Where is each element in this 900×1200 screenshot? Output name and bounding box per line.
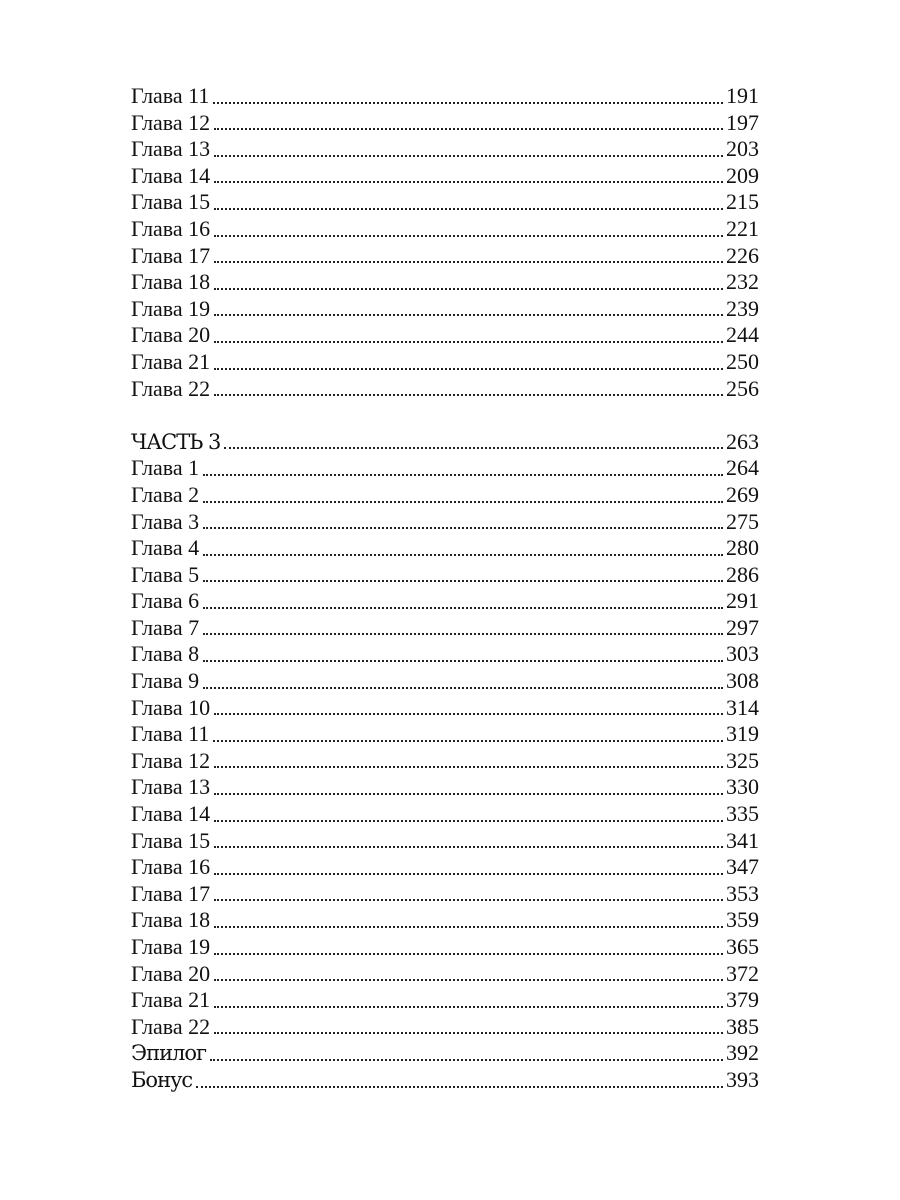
toc-entry[interactable] — [131, 296, 759, 323]
toc-entry-title: Глава 14 — [131, 162, 211, 188]
dot-leader — [214, 819, 723, 822]
dot-leader — [214, 313, 723, 316]
toc-entry[interactable] — [131, 1014, 759, 1041]
toc-entry[interactable] — [131, 322, 759, 349]
dot-leader — [203, 632, 723, 635]
dot-leader — [214, 234, 723, 237]
toc-entry[interactable] — [131, 562, 759, 589]
toc-entry[interactable] — [131, 455, 759, 482]
toc-entry-title: Глава 2 — [131, 481, 200, 507]
toc-entry[interactable] — [131, 376, 759, 403]
toc-entry-page-number: 385 — [726, 1013, 759, 1039]
toc-entry[interactable] — [131, 987, 759, 1014]
dot-leader — [210, 1058, 723, 1061]
toc-entry[interactable] — [131, 216, 759, 243]
toc-entry-title: Глава 17 — [131, 880, 211, 906]
dot-leader — [203, 473, 723, 476]
toc-entry[interactable] — [131, 1067, 759, 1094]
toc-entry-page-number: 263 — [726, 428, 759, 454]
toc-entry[interactable] — [131, 429, 759, 456]
toc-entry-page-number: 372 — [726, 960, 759, 986]
dot-leader — [214, 765, 723, 768]
dot-leader — [213, 739, 723, 742]
toc-entry-title: Глава 22 — [131, 375, 211, 401]
toc-entry[interactable] — [131, 136, 759, 163]
toc-entry-title: Бонус — [131, 1067, 193, 1092]
toc-entry[interactable] — [131, 828, 759, 855]
dot-leader — [203, 526, 723, 529]
toc-entry[interactable] — [131, 243, 759, 270]
toc-entry[interactable] — [131, 349, 759, 376]
toc-entry[interactable] — [131, 641, 759, 668]
toc-entry[interactable] — [131, 907, 759, 934]
toc-entry[interactable] — [131, 721, 759, 748]
toc-entry[interactable] — [131, 482, 759, 509]
toc-entry-page-number: 379 — [726, 987, 759, 1013]
dot-leader — [224, 446, 723, 449]
toc-entry-title: Глава 11 — [131, 83, 210, 108]
toc-entry-title: Глава 6 — [131, 588, 200, 614]
dot-leader — [196, 1085, 723, 1088]
toc-entry[interactable] — [131, 695, 759, 722]
dot-leader — [214, 340, 723, 343]
toc-section — [131, 83, 759, 402]
toc-entry-page-number: 297 — [726, 614, 759, 640]
toc-entry-page-number: 226 — [726, 242, 759, 268]
toc-entry-page-number: 197 — [726, 109, 759, 135]
toc-entry-title: Глава 20 — [131, 960, 211, 986]
toc-entry-page-number: 221 — [726, 215, 759, 241]
dot-leader — [214, 180, 723, 183]
toc-entry[interactable] — [131, 83, 759, 110]
toc-entry-page-number: 215 — [726, 189, 759, 215]
toc-entry-page-number: 347 — [726, 854, 759, 880]
dot-leader — [214, 925, 723, 928]
toc-entry[interactable] — [131, 854, 759, 881]
toc-entry-title: Эпилог — [131, 1041, 207, 1066]
dot-leader — [214, 154, 723, 157]
toc-entry[interactable] — [131, 163, 759, 190]
toc-entry-page-number: 319 — [726, 721, 759, 747]
toc-entry-title: Глава 15 — [131, 189, 211, 215]
toc-entry[interactable] — [131, 668, 759, 695]
toc-entry-page-number: 191 — [726, 83, 759, 108]
toc-entry-title: Глава 8 — [131, 641, 200, 667]
dot-leader — [214, 952, 723, 955]
toc-entry-title: Глава 4 — [131, 535, 200, 561]
dot-leader — [214, 792, 723, 795]
dot-leader — [203, 659, 723, 662]
toc-entry[interactable] — [131, 509, 759, 536]
toc-entry[interactable] — [131, 1040, 759, 1067]
toc-entry-page-number: 203 — [726, 136, 759, 162]
toc-entry-page-number: 325 — [726, 747, 759, 773]
toc-entry-page-number: 365 — [726, 934, 759, 959]
toc-entry[interactable] — [131, 535, 759, 562]
toc-entry-title: Глава 21 — [131, 987, 211, 1013]
toc-entry[interactable] — [131, 748, 759, 775]
dot-leader — [203, 553, 723, 556]
toc-entry-title: Глава 3 — [131, 508, 200, 534]
toc-entry[interactable] — [131, 110, 759, 137]
toc-entry-page-number: 239 — [726, 295, 759, 321]
toc-entry-page-number: 335 — [726, 801, 759, 827]
dot-leader — [214, 1005, 723, 1008]
toc-entry-title: Глава 12 — [131, 109, 211, 135]
dot-leader — [214, 1031, 723, 1034]
toc-entry-title: Глава 10 — [131, 694, 211, 720]
toc-entry[interactable] — [131, 961, 759, 988]
dot-leader — [214, 978, 723, 981]
toc-entry-title: Глава 11 — [131, 721, 210, 747]
toc-entry-page-number: 280 — [726, 535, 759, 561]
dot-leader — [214, 872, 723, 875]
toc-entry-page-number: 209 — [726, 162, 759, 188]
toc-entry-title: Глава 13 — [131, 774, 211, 800]
toc-entry-title: Глава 21 — [131, 348, 211, 374]
toc-entry-page-number: 330 — [726, 774, 759, 800]
toc-entry-page-number: 314 — [726, 694, 759, 720]
toc-entry-page-number: 392 — [726, 1040, 759, 1066]
dot-leader — [203, 606, 723, 609]
toc-entry[interactable] — [131, 615, 759, 642]
toc-entry-title: Глава 1 — [131, 455, 200, 481]
toc-entry-page-number: 256 — [726, 375, 759, 401]
toc-entry-page-number: 286 — [726, 561, 759, 587]
toc-section — [131, 429, 759, 1094]
toc-entry[interactable] — [131, 801, 759, 828]
toc-entry-title: Глава 9 — [131, 668, 200, 694]
toc-entry-page-number: 250 — [726, 348, 759, 374]
dot-leader — [214, 712, 723, 715]
dot-leader — [203, 579, 723, 582]
toc-entry-page-number: 232 — [726, 269, 759, 295]
toc-entry[interactable] — [131, 588, 759, 615]
toc-entry-page-number: 264 — [726, 455, 759, 481]
dot-leader — [214, 127, 723, 130]
dot-leader — [203, 500, 723, 503]
toc-entry-page-number: 393 — [726, 1066, 759, 1092]
toc-entry-page-number: 359 — [726, 907, 759, 933]
toc-entry-title: Глава 16 — [131, 215, 211, 241]
toc-entry[interactable] — [131, 934, 759, 961]
toc-entry[interactable] — [131, 774, 759, 801]
dot-leader — [214, 367, 723, 370]
toc-entry-title: Глава 12 — [131, 747, 211, 773]
toc-entry[interactable] — [131, 269, 759, 296]
dot-leader — [214, 207, 723, 210]
toc-entry-title: ЧАСТЬ 3 — [131, 429, 221, 454]
toc-entry-title: Глава 7 — [131, 614, 200, 640]
toc-entry[interactable] — [131, 881, 759, 908]
dot-leader — [214, 845, 723, 848]
toc-entry-title: Глава 20 — [131, 322, 211, 348]
table-of-contents — [131, 83, 759, 1094]
toc-entry-page-number: 353 — [726, 880, 759, 906]
toc-entry-title: Глава 15 — [131, 827, 211, 853]
toc-entry-title: Глава 19 — [131, 295, 211, 321]
toc-entry-title: Глава 18 — [131, 907, 211, 933]
toc-entry-page-number: 269 — [726, 481, 759, 507]
dot-leader — [214, 260, 723, 263]
toc-entry-title: Глава 22 — [131, 1013, 211, 1039]
toc-entry-page-number: 244 — [726, 322, 759, 348]
toc-entry-title: Глава 16 — [131, 854, 211, 880]
toc-entry-title: Глава 19 — [131, 934, 211, 959]
toc-entry-title: Глава 5 — [131, 561, 200, 587]
toc-entry-title: Глава 17 — [131, 242, 211, 268]
dot-leader — [214, 393, 723, 396]
dot-leader — [214, 287, 723, 290]
toc-entry-title: Глава 13 — [131, 136, 211, 162]
dot-leader — [203, 686, 723, 689]
toc-entry-title: Глава 18 — [131, 269, 211, 295]
toc-entry-page-number: 275 — [726, 508, 759, 534]
toc-entry[interactable] — [131, 189, 759, 216]
toc-entry-page-number: 341 — [726, 827, 759, 853]
dot-leader — [214, 898, 723, 901]
toc-entry-page-number: 291 — [726, 588, 759, 614]
toc-entry-title: Глава 14 — [131, 801, 211, 827]
dot-leader — [213, 101, 723, 104]
toc-entry-page-number: 303 — [726, 641, 759, 667]
toc-entry-page-number: 308 — [726, 668, 759, 694]
